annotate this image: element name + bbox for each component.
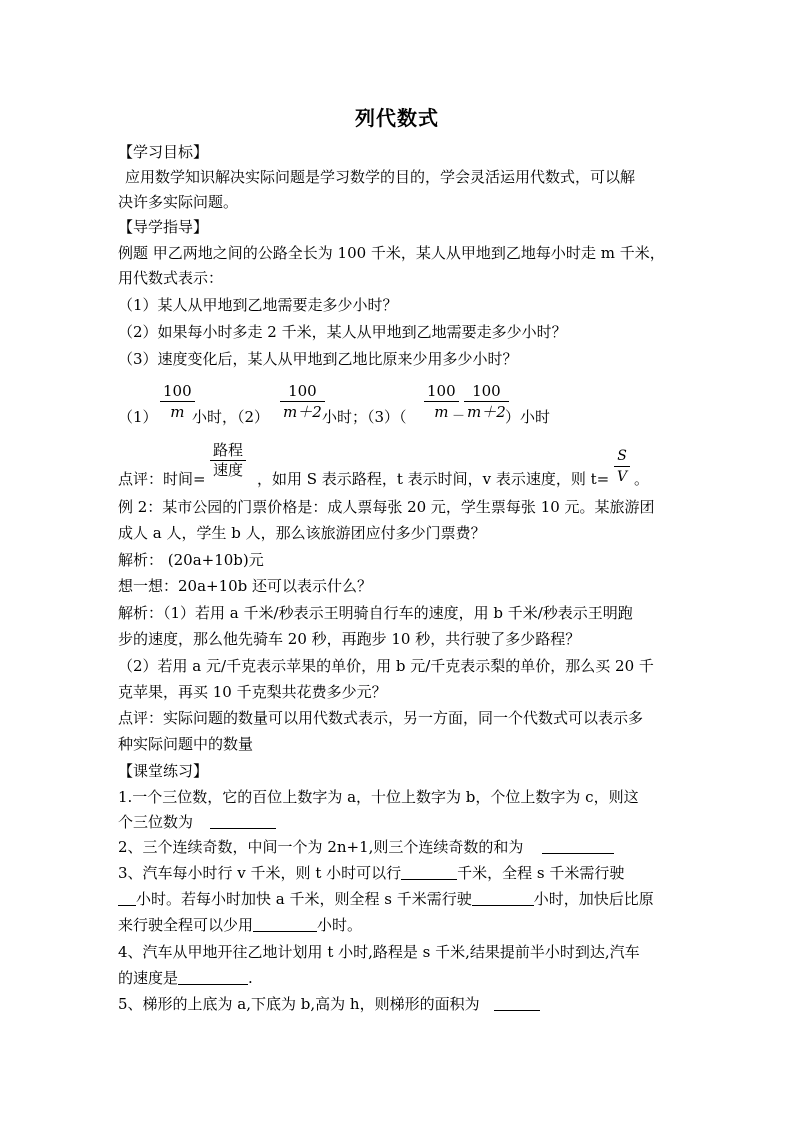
- practice-q3-text: 小时，加快后比原: [533, 890, 654, 908]
- answer-blank[interactable]: [178, 970, 248, 985]
- example1-line-2: 用代数式表示：: [118, 269, 224, 287]
- practice-q1-text: 个三位数为: [118, 813, 194, 831]
- comment1-prefix: 点评：时间=: [118, 470, 206, 488]
- answer-blank[interactable]: [118, 891, 136, 906]
- goal-text-line-1: 应用数学知识解决实际问题是学习数学的目的，学会灵活运用代数式，可以解: [125, 168, 636, 186]
- goal-text-line-2: 决许多实际问题。: [118, 193, 239, 211]
- time-formula-fraction: [210, 441, 246, 480]
- fraction-denominator: m: [170, 403, 185, 421]
- fraction-numerator: 100: [424, 381, 459, 402]
- answer-blank[interactable]: [494, 996, 540, 1011]
- fraction-numerator: 100: [464, 381, 509, 402]
- answer-fraction-4: [464, 381, 509, 422]
- practice-q3-line-1: [118, 863, 678, 883]
- example1-question-1: （1）某人从甲地到乙地需要走多少小时？: [118, 296, 398, 314]
- comment1-middle: ，如用 S 表示路程，t 表示时间，v 表示速度，则 t=: [257, 470, 610, 488]
- comment2-line-2: 种实际问题中的数量: [118, 735, 254, 753]
- fraction-numerator: 路程: [210, 441, 246, 461]
- fraction-denominator: m＋2: [283, 403, 322, 421]
- answer-blank[interactable]: [401, 865, 457, 880]
- analysis-line-2: 步的速度，那么他先骑车 20 秒，再跑步 10 秒，共行驶了多少路程？: [118, 630, 581, 648]
- example1-question-3: （3）速度变化后，某人从甲地到乙地比原来少用多少小时？: [118, 350, 518, 368]
- practice-q3-line-2: [118, 889, 678, 909]
- answer-blank[interactable]: [210, 814, 276, 829]
- minus-sign: －: [452, 409, 466, 424]
- analysis-line-4: 克苹果，再买 10 千克梨共花费多少元？: [118, 683, 387, 701]
- analysis-line-1: 解析：（1）若用 a 千米/秒表示王明骑自行车的速度，用 b 千米/秒表示王明跑: [118, 604, 633, 622]
- answer-unit-1: 小时，（2）: [192, 408, 270, 426]
- example2-analysis: 解析： (20a+10b)元: [118, 551, 264, 569]
- answer-fraction-1: [160, 381, 195, 422]
- practice-q1-line-2: [118, 812, 678, 832]
- practice-q3-line-3: [118, 915, 678, 935]
- think-line: 想一想：20a+10b 还可以表示什么？: [118, 577, 373, 595]
- practice-q3-text: 3、汽车每小时行 v 千米，则 t 小时可以行: [118, 864, 402, 882]
- fraction-denominator: 速度: [213, 461, 244, 479]
- answer-blank[interactable]: [253, 917, 317, 932]
- practice-q3-text: 小时。: [317, 916, 363, 934]
- fraction-denominator: V: [617, 469, 628, 485]
- answer-label-1: （1）: [118, 408, 158, 426]
- page-title: 列代数式: [355, 106, 439, 130]
- practice-q3-text: 小时。若每小时加快 a 千米，则全程 s 千米需行驶: [136, 890, 472, 908]
- comment2-line-1: 点评：实际问题的数量可以用代数式表示，另一方面，同一个代数式可以表示多: [118, 709, 644, 727]
- answer-unit-2: 小时；（3）（: [322, 408, 407, 426]
- fraction-numerator: 100: [280, 381, 325, 402]
- practice-q2-text: 2、三个连续奇数，中间一个为 2n+1,则三个连续奇数的和为: [118, 838, 524, 856]
- practice-q3-text: 来行驶全程可以少用: [118, 916, 254, 934]
- answer-blank[interactable]: [542, 839, 614, 854]
- practice-q4-text: .: [248, 969, 253, 987]
- practice-q3-text: 千米，全程 s 千米需行驶: [457, 864, 625, 882]
- example1-line-1: 例题 甲乙两地之间的公路全长为 100 千米，某人从甲地到乙地每小时走 m 千米，: [118, 244, 665, 262]
- answer-blank[interactable]: [472, 891, 534, 906]
- practice-q5: [118, 994, 678, 1014]
- fraction-denominator: m: [434, 403, 449, 421]
- practice-q1-line-1: 1.一个三位数，它的百位上数字为 a，十位上数字为 b，个位上数字为 c，则这: [118, 788, 639, 806]
- practice-q4-line-1: 4、汽车从甲地开往乙地计划用 t 小时,路程是 s 千米,结果提前半小时到达,汽车: [118, 943, 640, 961]
- section-heading-practice: 【课堂练习】: [118, 762, 209, 780]
- example1-question-2: （2）如果每小时多走 2 千米，某人从甲地到乙地需要走多少小时？: [118, 323, 567, 341]
- analysis-line-3: （2）若用 a 元/千克表示苹果的单价，用 b 元/千克表示梨的单价，那么买 20 千: [118, 657, 654, 675]
- s-over-v-fraction: [614, 446, 630, 487]
- example2-line-1: 例 2：某市公园的门票价格是：成人票每张 20 元，学生票每张 10 元。某旅游团: [118, 498, 655, 516]
- practice-q5-text: 5、梯形的上底为 a,下底为 b,高为 h，则梯形的面积为: [118, 995, 480, 1013]
- fraction-numerator: 100: [160, 381, 195, 402]
- practice-q2: [118, 837, 678, 857]
- practice-q4-line-2: [118, 968, 678, 988]
- answer-unit-3: ）小时: [505, 408, 551, 426]
- fraction-numerator: S: [614, 446, 630, 467]
- answer-fraction-2: [280, 381, 325, 422]
- comment1-end: 。: [634, 470, 650, 488]
- section-heading-goal: 【学习目标】: [118, 143, 209, 161]
- fraction-denominator: m＋2: [467, 403, 506, 421]
- practice-q4-text: 的速度是: [118, 969, 179, 987]
- section-heading-guide: 【导学指导】: [118, 218, 209, 236]
- example2-line-2: 成人 a 人，学生 b 人，那么该旅游团应付多少门票费？: [118, 524, 486, 542]
